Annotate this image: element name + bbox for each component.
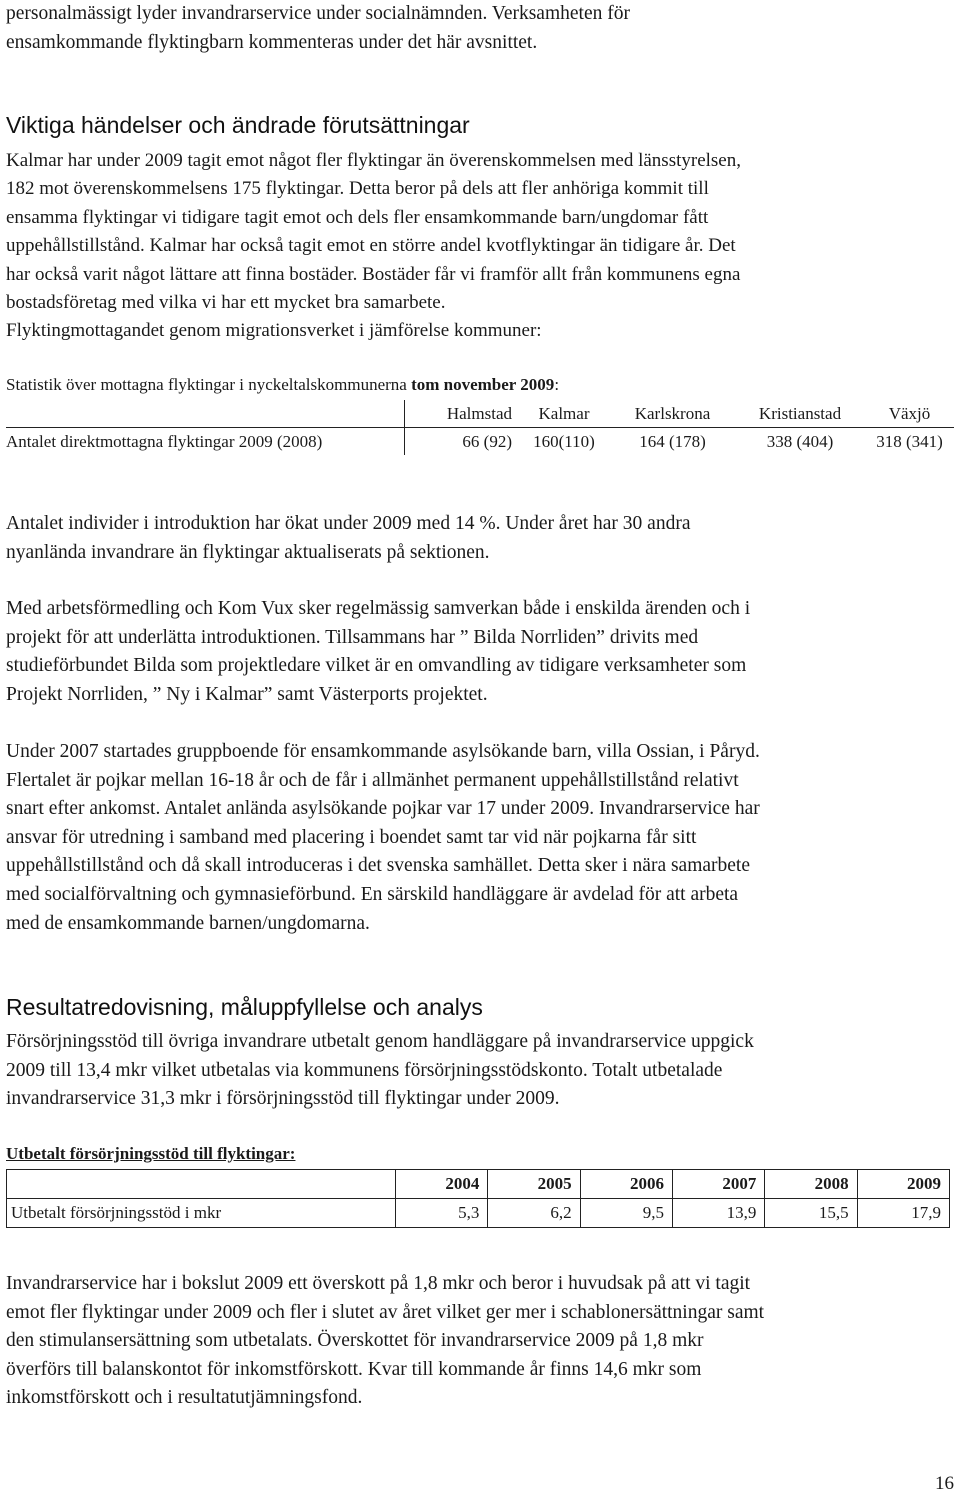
table-cell: 164 (178) — [639, 431, 706, 451]
text-line: Försörjningsstöd till övriga invandrare utbetalt genom handläggare på invandrarservice uppgick — [6, 1031, 754, 1052]
text-line: med socialförvaltning och gymnasieförbund. En särskild handläggare är avdelad för att arbeta — [6, 883, 739, 905]
support-table — [6, 1169, 950, 1228]
text-line: inkomstförskott och i resultatutjämningsfond. — [6, 1387, 363, 1409]
text-line: den stimulansersättning som utbetalats. Överskottet för invandrarservice 2009 på 1,8 mkr — [6, 1330, 704, 1352]
text-line: Projekt Norrliden, ” Ny i Kalmar” samt Västerports projektet. — [6, 683, 488, 705]
events-paragraph — [6, 147, 741, 346]
text-line: nyanlända invandrare än flyktingar aktualiserats på sektionen. — [6, 541, 490, 563]
text-line: Flyktingmottagandet genom migrationsverket i jämförelse kommuner: — [6, 320, 542, 342]
introduction-paragraph — [6, 510, 690, 567]
intro-line: ensamkommande flyktingbarn kommenteras under det här avsnittet. — [6, 31, 538, 53]
section-heading-events: Viktiga händelser och ändrade förutsättningar — [6, 112, 470, 138]
table-cell: 17,9 — [857, 1199, 949, 1228]
text-line: Antalet individer i introduktion har ökat under 2009 med 14 %. Under året har 30 andra — [6, 513, 691, 534]
table-cell: 338 (404) — [766, 431, 834, 451]
year-header: 2004 — [396, 1170, 488, 1199]
year-header: 2006 — [580, 1170, 672, 1199]
section-heading-results: Resultatredovisning, måluppfyllelse och analys — [6, 994, 483, 1020]
table-cell: 5,3 — [396, 1199, 488, 1228]
stat-table-caption — [6, 374, 559, 396]
text-line: 2009 till 13,4 mkr vilket utbetalas via kommunens försörjningsstödskonto. Totalt utbetalade — [6, 1059, 723, 1081]
text-line: projekt för att underlätta introduktionen. Tillsammans har ” Bilda Norrliden” drivits med — [6, 626, 699, 648]
text-line: Kalmar har under 2009 tagit emot något fler flyktingar än överenskommelsen med länsstyrelsen, — [6, 150, 741, 171]
text-line: överförs till balanskontot för inkomstförskott. Kvar till kommande år finns 14,6 mkr som — [6, 1358, 702, 1380]
table-cell: 66 (92) — [462, 431, 512, 451]
text-line: Med arbetsförmedling och Kom Vux sker regelmässig samverkan både i enskilda ärenden och i — [6, 598, 751, 619]
stat-table-corner — [6, 400, 405, 428]
text-line: uppehållstillstånd och då skall introduceras i det svenska samhället. Detta sker i nära samarbete — [6, 855, 751, 877]
caption-suffix: : — [554, 375, 560, 394]
text-line: ansvar för utredning i samband med placering i boendet samt tar vid när pojkarna får sitt — [6, 826, 697, 848]
row-label: Antalet direktmottagna flyktingar 2009 (2008) — [6, 428, 405, 456]
intro-line: personalmässigt lyder invandrarservice under socialnämnden. Verksamheten för — [6, 3, 630, 24]
table-cell: 6,2 — [488, 1199, 580, 1228]
caption-bold: tom november 2009 — [411, 375, 555, 394]
text-line: uppehållstillstånd. Kalmar har också tagit emot en större andel kvotflyktingar än tidigare år. Det — [6, 235, 736, 257]
text-line: ensamma flyktingar vi tidigare tagit emot och dels fler ensamkommande barn/ungdomar fått — [6, 206, 709, 228]
text-line: studieförbundet Bilda som projektledare vilket är en omvandling av tidigare verksamheter som — [6, 655, 747, 677]
caption-prefix: Statistik över mottagna flyktingar i nyckeltalskommunerna — [6, 375, 412, 394]
stat-table-row — [6, 428, 954, 456]
text-line: har också varit något lättare att finna bostäder. Bostäder får vi framför allt från kommunens egna — [6, 263, 741, 285]
text-line: Flertalet är pojkar mellan 16-18 år och de får i allmänhet permanent uppehållstillstånd relativt — [6, 769, 739, 791]
support-table-corner — [7, 1170, 396, 1199]
text-line: emot fler flyktingar under 2009 och fler i slutet av året vilket ger mer i schablonersättningar samt — [6, 1301, 765, 1323]
text-line: 182 mot överenskommelsens 175 flyktingar. Detta beror på dels att fler anhöriga kommit till — [6, 178, 709, 200]
table-cell: 13,9 — [672, 1199, 764, 1228]
year-header: 2009 — [857, 1170, 949, 1199]
text-line: Invandrarservice har i bokslut 2009 ett överskott på 1,8 mkr och beror i huvudsak på att vi tagit — [6, 1273, 751, 1294]
intro-paragraph — [6, 0, 630, 57]
support-table-row — [7, 1199, 950, 1228]
page-number: 16 — [935, 1473, 954, 1494]
table-cell: 15,5 — [765, 1199, 857, 1228]
cooperation-paragraph — [6, 595, 750, 709]
year-header: 2005 — [488, 1170, 580, 1199]
row-label: Utbetalt försörjningsstöd i mkr — [7, 1199, 396, 1228]
text-line: bostadsföretag med vilka vi har ett mycket bra samarbete. — [6, 292, 446, 314]
year-header: 2007 — [672, 1170, 764, 1199]
refugee-stat-table — [6, 400, 954, 455]
year-header: 2008 — [765, 1170, 857, 1199]
column-header: Kristianstad — [735, 400, 865, 428]
support-table-header-row — [7, 1170, 950, 1199]
stat-table-header-row — [6, 400, 954, 428]
table-cell: 9,5 — [580, 1199, 672, 1228]
table-cell: 160(110) — [533, 431, 595, 451]
support-table-title: Utbetalt försörjningsstöd till flyktingar: — [6, 1144, 296, 1163]
table-cell: 318 (341) — [876, 431, 943, 451]
text-line: med de ensamkommande barnen/ungdomarna. — [6, 912, 370, 934]
group-home-paragraph — [6, 738, 760, 938]
column-header: Kalmar — [518, 400, 610, 428]
surplus-paragraph — [6, 1270, 764, 1413]
results-paragraph — [6, 1028, 754, 1114]
text-line: Under 2007 startades gruppboende för ensamkommande asylsökande barn, villa Ossian, i Påryd. — [6, 741, 760, 762]
column-header: Karlskrona — [610, 400, 735, 428]
column-header: Halmstad — [405, 400, 519, 428]
column-header: Växjö — [865, 400, 954, 428]
text-line: snart efter ankomst. Antalet anlända asylsökande pojkar var 17 under 2009. Invandrarservice har — [6, 798, 760, 820]
text-line: invandrarservice 31,3 mkr i försörjningsstöd till flyktingar under 2009. — [6, 1088, 560, 1110]
